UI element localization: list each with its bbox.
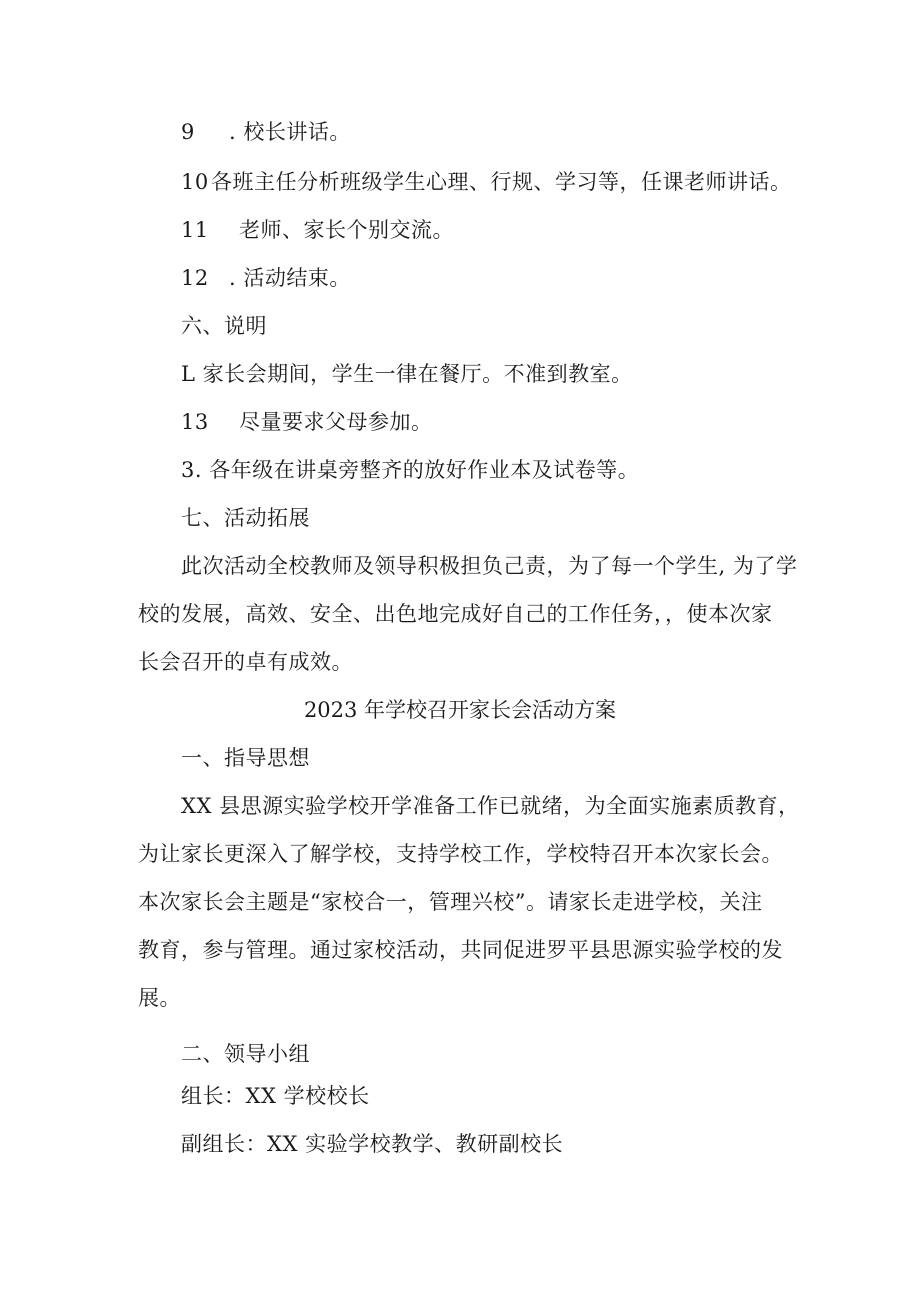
list-item-10	[181, 170, 792, 194]
paragraph-line: XX 县思源实验学校开学准备工作已就绪，为全面实施素质教育，	[181, 794, 800, 818]
paragraph-line: 此次活动全校教师及领导积极担负己责，为了每一个学生, 为了学	[181, 554, 798, 578]
list-item-9	[181, 120, 351, 144]
paragraph-line: 长会召开的卓有成效。	[138, 650, 353, 674]
note-item-3: 3. 各年级在讲桌旁整齐的放好作业本及试卷等。	[181, 458, 640, 482]
list-item-11	[181, 218, 454, 242]
item-text: . 活动结束。	[229, 266, 351, 290]
item-text: 各班主任分析班级学生心理、行规、学习等，任课老师讲话。	[211, 170, 792, 194]
item-number: 11	[181, 218, 209, 242]
document-title: 2023 年学校召开家长会活动方案	[303, 698, 617, 722]
note-item-1: L 家长会期间，学生一律在餐厅。不准到教室。	[181, 362, 633, 386]
section-heading-1: 一、指导思想	[181, 746, 310, 770]
paragraph-line: 教育，参与管理。通过家校活动，共同促进罗平县思源实验学校的发	[138, 938, 783, 962]
item-number: 10	[181, 170, 209, 194]
item-number: 12	[181, 266, 209, 290]
item-text: 老师、家长个别交流。	[239, 218, 454, 242]
item-number: 9	[181, 120, 195, 144]
section-heading-7: 七、活动拓展	[181, 506, 310, 530]
list-item-12	[181, 266, 351, 290]
item-number: 13	[181, 410, 209, 434]
item-text: . 校长讲话。	[229, 120, 351, 144]
item-text: 尽量要求父母参加。	[239, 410, 433, 434]
paragraph-line: 为让家长更深入了解学校，支持学校工作，学校特召开本次家长会。	[138, 842, 783, 866]
group-leader: 组长：XX 学校校长	[181, 1084, 370, 1108]
note-item-13	[181, 410, 433, 434]
paragraph-line: 本次家长会主题是“家校合一，管理兴校”。请家长走进学校，关注	[138, 890, 763, 914]
deputy-leader: 副组长：XX 实验学校教学、教研副校长	[181, 1132, 564, 1156]
paragraph-line: 展。	[138, 986, 181, 1010]
paragraph-line: 校的发展，高效、安全、出色地完成好自己的工作任务，，使本次家	[138, 602, 773, 626]
section-heading-6: 六、说明	[181, 314, 267, 338]
section-heading-2: 二、领导小组	[181, 1042, 310, 1066]
